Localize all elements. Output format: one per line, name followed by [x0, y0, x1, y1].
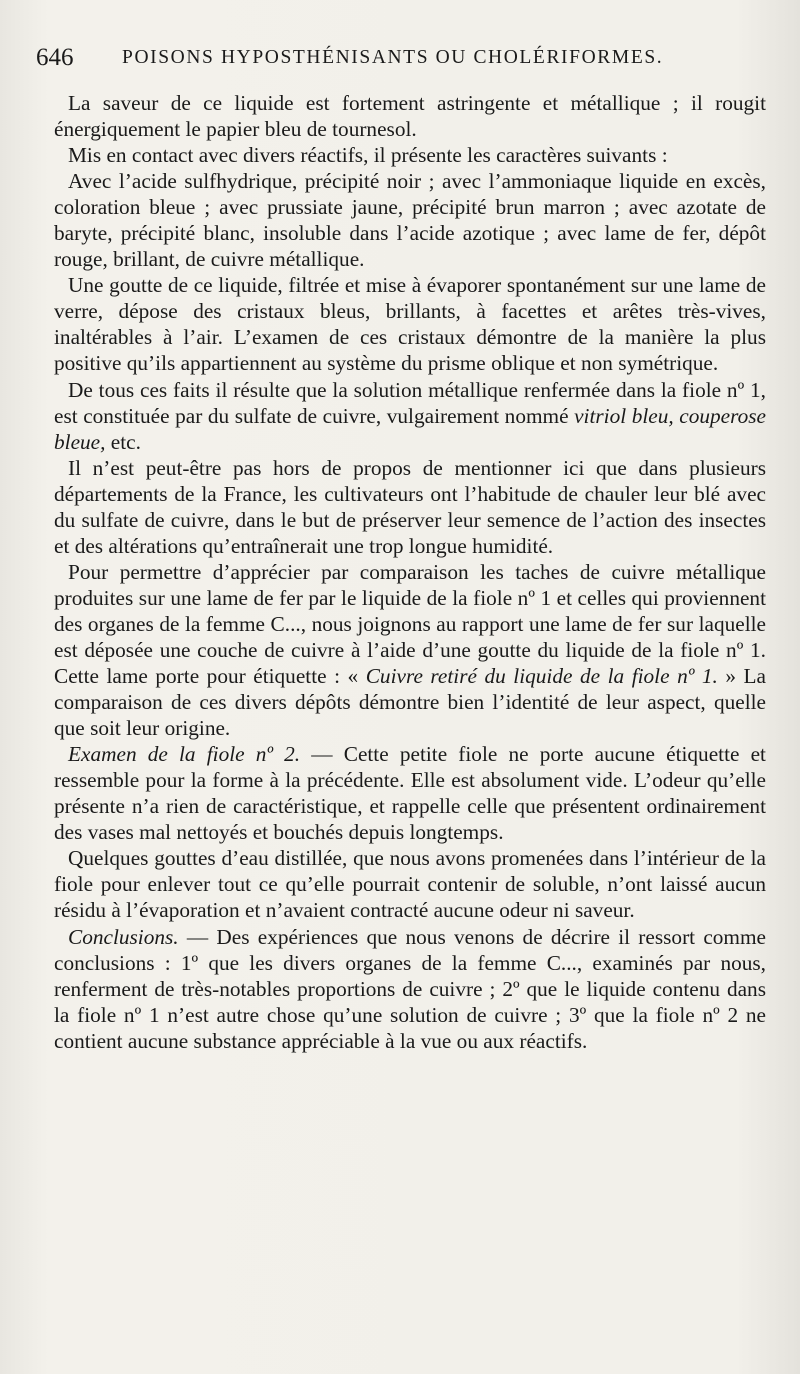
text-run: La saveur de ce liquide est fortement astringente et métallique ; il rougit énergiquement le papier bleu de tournesol. [54, 91, 766, 142]
paragraph-1 [54, 90, 766, 142]
paragraph-6 [54, 455, 766, 559]
text-run: Quelques gouttes d’eau distillée, que nous avons promenées dans l’intérieur de la fiole pour enlever tout ce qu’elle pourrait contenir de soluble, n’ont laissé aucun résidu à l’évaporation et n’avaient contracté aucune odeur ni saveur. [54, 846, 766, 923]
text-run: — Des expériences que nous venons de décrire il ressort comme conclusions : 1º que les divers organes de la femme C..., examinés par nous, renferment de très-notables proportions de cuivre ; 2º que le liquide contenu dans la fiole nº 1 n’est autre chose qu’une solution de cuivre ; 3º que la fiole nº 2 ne contient aucune substance appréciable à la vue ou aux réactifs. [54, 924, 766, 1053]
paragraph-4 [54, 272, 766, 376]
body-text [54, 90, 766, 1054]
paragraph-8 [54, 741, 766, 845]
page-number: 646 [36, 44, 74, 71]
paragraph-3 [54, 168, 766, 272]
text-run: Avec l’acide sulfhydrique, précipité noir ; avec l’ammoniaque liquide en excès, coloration bleue ; avec prussiate jaune, précipité brun marron ; avec azotate de baryte, précipité blanc, insoluble dans l’acide azotique ; avec lame de fer, dépôt rouge, brillant, de cuivre métallique. [54, 169, 766, 272]
text-run: Une goutte de ce liquide, filtrée et mise à évaporer spontanément sur une lame de verre, dépose des cristaux bleus, brillants, à facettes et arêtes très-vives, inaltérables à l’air. L’examen de ces cristaux démontre de la manière la plus positive qu’ils appartiennent au système du prisme oblique et non symétrique. [54, 273, 766, 376]
text-run: Il n’est peut-être pas hors de propos de mentionner ici que dans plusieurs départements de la France, les cultivateurs ont l’habitude de chauler leur blé avec du sulfate de cuivre, dans le but de préserver leur semence de l’action des insectes et des altérations qu’entraînerait une trop longue humidité. [54, 455, 766, 558]
page-header [36, 44, 756, 76]
italic-text: Examen de la fiole nº 2. [68, 742, 301, 767]
paragraph-5 [54, 377, 766, 455]
text-run: etc. [105, 429, 141, 454]
text-run: De tous ces faits il résulte que la solution métallique renfermée dans la fiole nº 1, est constituée par du sulfate de cuivre, vulgairement nommé [54, 377, 766, 428]
paragraph-2 [54, 142, 766, 168]
text-run: Pour permettre d’apprécier par comparaison les taches de cuivre métallique produites sur une lame de fer par le liquide de la fiole nº 1 et celles qui proviennent des organes de la femme C..., nous joignons au rapport une lame de fer sur laquelle est déposée une couche de cuivre à l’aide d’une goutte du liquide de la fiole nº 1. Cette lame porte pour étiquette : « [54, 559, 766, 689]
text-run: Mis en contact avec divers réactifs, il présente les caractères suivants : [68, 143, 668, 168]
italic-text: Cuivre retiré du liquide de la fiole nº 1. [365, 664, 718, 689]
paragraph-10 [54, 924, 766, 1054]
running-title: POISONS HYPOSTHÉNISANTS OU CHOLÉRIFORMES. [122, 47, 664, 68]
paragraph-9 [54, 845, 766, 923]
text-run: — Cette petite fiole ne porte aucune étiquette et ressemble pour la forme à la précédente. Elle est absolument vide. L’odeur qu’elle présente n’a rien de caractéristique, et rappelle celle que présentent ordinairement des vases mal nettoyés et bouchés depuis longtemps. [54, 742, 766, 845]
italic-text: Conclusions. [68, 924, 179, 949]
paragraph-7 [54, 559, 766, 741]
italic-text: vitriol bleu, couperose bleue, [54, 403, 766, 454]
text-run: » La comparaison de ces divers dépôts démontre bien l’identité de leur aspect, quelle que soit leur origine. [54, 664, 766, 741]
